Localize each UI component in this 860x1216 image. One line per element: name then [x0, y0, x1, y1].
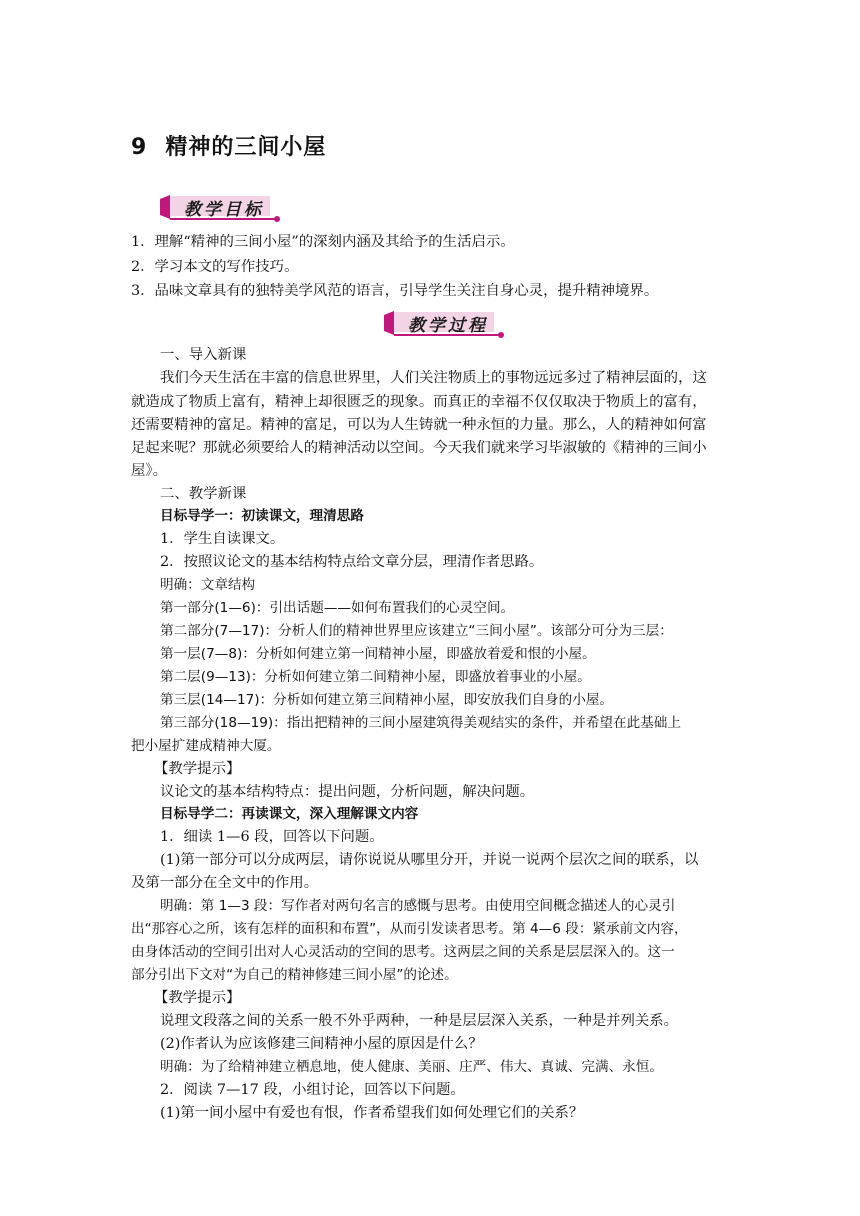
paragraph-line: 屋》。	[131, 463, 167, 479]
answer-line: 第一层(7—8)：分析如何建立第一间精神小屋，即盛放着爱和恨的小屋。	[160, 646, 596, 662]
list-item: 2．按照议论文的基本结构特点给文章分层，理清作者思路。	[160, 554, 544, 570]
list-item: 1．细读 1—6 段，回答以下问题。	[160, 829, 384, 845]
paragraph-line: 就造成了物质上富有，精神上却很匮乏的现象。而真正的幸福不仅仅取决于物质上的富有，	[131, 394, 707, 410]
tip-text: 说理文段落之间的关系一般不外乎两种，一种是层层深入关系，一种是并列关系。	[160, 1013, 679, 1029]
answer-line: 部分引出下文对“为自己的精神修建三间小屋”的论述。	[131, 967, 458, 983]
process-banner	[382, 309, 512, 339]
section-heading: 一、导入新课	[160, 347, 247, 363]
answer-line: 明确：第 1—3 段：写作者对两句名言的感慨与思考。由使用空间概念描述人的心灵引	[160, 898, 676, 914]
objective-3: 3．品味文章具有的独特美学风范的语言，引导学生关注自身心灵，提升精神境界。	[131, 283, 659, 299]
objective-2: 2．学习本文的写作技巧。	[131, 259, 299, 275]
objective-1: 1．理解“精神的三间小屋”的深刻内涵及其给予的生活启示。	[131, 234, 515, 250]
paragraph-line: 还需要精神的富足。精神的富足，可以为人生铸就一种永恒的力量。那么，人的精神如何富	[131, 417, 707, 433]
question-line: (1)第一间小屋中有爱也有恨，作者希望我们如何处理它们的关系？	[160, 1105, 584, 1121]
paragraph-line: 足起来呢？那就必须要给人的精神活动以空间。今天我们就来学习毕淑敏的《精神的三间小	[131, 440, 707, 456]
answer-line: 明确：文章结构	[160, 577, 256, 593]
tip-heading: 【教学提示】	[154, 990, 241, 1006]
answer-line: 明确：为了给精神建立栖息地，使人健康、美丽、庄严、伟大、真诚、完满、永恒。	[160, 1059, 663, 1075]
answer-line: 第二部分(7—17)：分析人们的精神世界里应该建立“三间小屋”。该部分可分为三层：	[160, 623, 673, 639]
paragraph-line: 我们今天生活在丰富的信息世界里，人们关注物质上的事物远远多过了精神层面的，这	[160, 370, 707, 386]
guide-heading: 目标导学二：再读课文，深入理解课文内容	[160, 806, 419, 822]
answer-line: 第三层(14—17)：分析如何建立第三间精神小屋，即安放我们自身的小屋。	[160, 692, 614, 708]
guide-heading: 目标导学一：初读课文，理清思路	[160, 508, 364, 524]
chapter-title: 精神的三间小屋	[165, 135, 327, 160]
page-title	[131, 130, 326, 161]
answer-line: 第二层(9—13)：分析如何建立第二间精神小屋，即盛放着事业的小屋。	[160, 669, 591, 685]
objectives-banner-label: 教学目标	[184, 200, 264, 220]
process-banner-label: 教学过程	[408, 316, 488, 336]
tip-text: 议论文的基本结构特点：提出问题，分析问题，解决问题。	[160, 784, 535, 800]
answer-line: 由身体活动的空间引出对人心灵活动的空间的思考。这两层之间的关系是层层深入的。这一	[131, 944, 675, 960]
list-item: 2．阅读 7—17 段，小组讨论，回答以下问题。	[160, 1082, 465, 1098]
answer-line: 第三部分(18—19)：指出把精神的三间小屋建筑得美观结实的条件，并希望在此基础上	[160, 715, 681, 731]
list-item: 1．学生自读课文。	[160, 531, 285, 547]
question-line: (2)作者认为应该修建三间精神小屋的原因是什么？	[160, 1036, 483, 1052]
tip-heading: 【教学提示】	[154, 761, 241, 777]
answer-line: 第一部分(1—6)：引出话题——如何布置我们的心灵空间。	[160, 600, 515, 616]
question-line: 及第一部分在全文中的作用。	[131, 875, 319, 891]
answer-line: 把小屋扩建成精神大厦。	[131, 738, 281, 754]
chapter-number: 9	[131, 135, 148, 160]
objectives-banner	[158, 193, 288, 223]
section-heading: 二、教学新课	[160, 486, 247, 502]
question-line: (1)第一部分可以分成两层，请你说说从哪里分开，并说一说两个层次之间的联系，以	[160, 852, 699, 868]
answer-line: 出“那容心之所，该有怎样的面积和布置”，从而引发读者思考。第 4—6 段：紧承前文内容，	[131, 921, 688, 937]
